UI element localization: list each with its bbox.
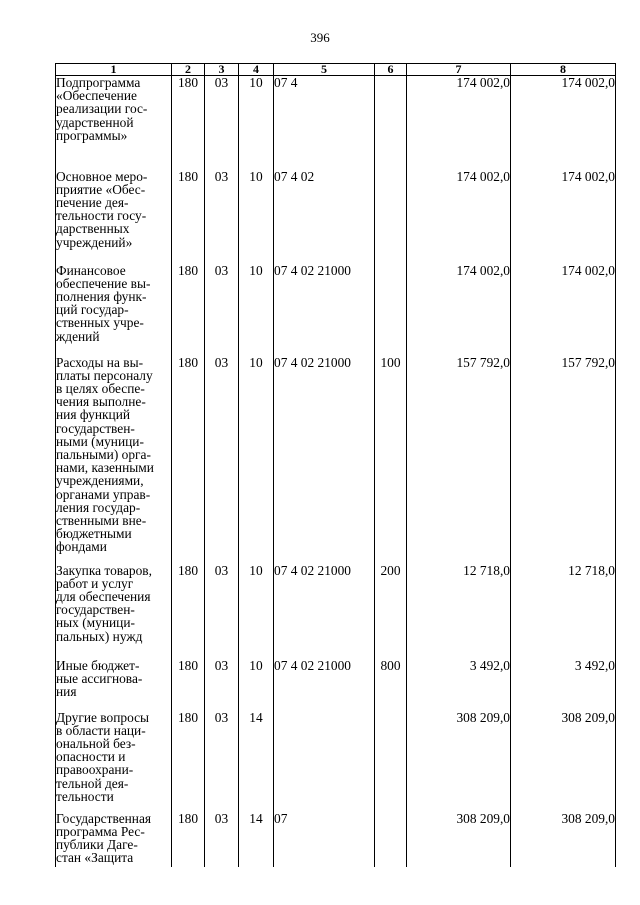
item-name-line: чения выполне-	[56, 394, 146, 410]
expense-type-cell	[375, 812, 407, 867]
budget-table	[55, 63, 616, 867]
ministry-code-cell: 180	[172, 564, 205, 659]
section-code-cell: 03	[205, 170, 239, 264]
column-header-1: 1	[56, 64, 172, 76]
item-name-line: бюджетными	[56, 526, 132, 542]
table-row	[56, 659, 616, 711]
item-name-line: ственных учре-	[56, 315, 144, 331]
ministry-code-cell: 180	[172, 356, 205, 564]
item-name-line: публики Даге-	[56, 836, 138, 852]
subsection-code-cell: 14	[239, 711, 274, 812]
item-name-line: для обеспечения	[56, 588, 151, 604]
item-name-line: работ и услуг	[56, 575, 134, 591]
section-code-cell: 03	[205, 711, 239, 812]
item-name-cell	[56, 170, 172, 264]
item-name-line: Основное меро-	[56, 168, 148, 184]
item-name-line: опасности и	[56, 749, 126, 765]
target-article-cell	[274, 711, 375, 812]
subsection-code-cell: 10	[239, 264, 274, 356]
item-name-cell	[56, 264, 172, 356]
table-row	[56, 564, 616, 659]
item-name-line: учреждениями,	[56, 473, 144, 489]
item-name-line: реализации гос-	[56, 101, 148, 117]
item-name-line: Другие вопросы	[56, 709, 150, 725]
item-name-line: государствен-	[56, 602, 135, 618]
item-name-line: программы»	[56, 127, 128, 143]
item-name-line: ления государ-	[56, 499, 141, 515]
item-name-line: приятие «Обес-	[56, 181, 146, 197]
item-name-line: ные ассигнова-	[56, 670, 143, 686]
item-name-line: ственными вне-	[56, 512, 147, 528]
item-name-line: Иные бюджет-	[56, 657, 140, 673]
subsection-code-cell: 10	[239, 564, 274, 659]
ministry-code-cell: 180	[172, 659, 205, 711]
ministry-code-cell: 180	[172, 170, 205, 264]
item-name-line: программа Рес-	[56, 823, 145, 839]
target-article-cell: 07 4 02	[274, 170, 375, 264]
item-name-cell	[56, 711, 172, 812]
item-name-line: Государственная	[56, 810, 152, 826]
target-article-cell: 07	[274, 812, 375, 867]
item-name-line: пальных) нужд	[56, 628, 143, 644]
target-article-cell: 07 4 02 21000	[274, 659, 375, 711]
column-header-2: 2	[172, 64, 205, 76]
item-name-cell	[56, 76, 172, 170]
section-code-cell: 03	[205, 812, 239, 867]
item-name-line: ональной без-	[56, 735, 136, 751]
item-name-line: стан «Защита	[56, 850, 134, 866]
item-name-line: тельной дея-	[56, 775, 129, 791]
section-code-cell: 03	[205, 76, 239, 170]
column-header-7: 7	[407, 64, 511, 76]
item-name-line: органами управ-	[56, 486, 151, 502]
amount-cell: 12 718,0	[407, 564, 511, 659]
item-name-line: дарственных	[56, 221, 130, 237]
expense-type-cell	[375, 711, 407, 812]
expense-type-cell	[375, 76, 407, 170]
item-name-line: в целях обеспе-	[56, 380, 145, 396]
target-article-cell: 07 4 02 21000	[274, 356, 375, 564]
amount-cell: 174 002,0	[511, 264, 616, 356]
item-name-line: «Обеспечение	[56, 88, 137, 104]
amount-cell: 3 492,0	[511, 659, 616, 711]
item-name-line: ния	[56, 683, 77, 699]
item-name-line: пальными) орга-	[56, 446, 151, 462]
target-article-cell: 07 4 02 21000	[274, 564, 375, 659]
item-name-line: фондами	[56, 539, 107, 555]
amount-cell: 308 209,0	[511, 711, 616, 812]
column-header-6: 6	[375, 64, 407, 76]
table-header-row	[56, 64, 616, 76]
item-name-line: тельности	[56, 788, 114, 804]
table-row	[56, 264, 616, 356]
item-name-line: печение дея-	[56, 194, 129, 210]
ministry-code-cell: 180	[172, 76, 205, 170]
item-name-line: ными (муници-	[56, 433, 144, 449]
item-name-line: Финансовое	[56, 262, 126, 278]
amount-cell: 174 002,0	[511, 170, 616, 264]
item-name-cell	[56, 356, 172, 564]
column-header-8: 8	[511, 64, 616, 76]
item-name-line: полнения функ-	[56, 288, 147, 304]
ministry-code-cell: 180	[172, 264, 205, 356]
expense-type-cell	[375, 170, 407, 264]
subsection-code-cell: 10	[239, 76, 274, 170]
amount-cell: 157 792,0	[511, 356, 616, 564]
expense-type-cell: 800	[375, 659, 407, 711]
subsection-code-cell: 10	[239, 659, 274, 711]
item-name-line: в области наци-	[56, 722, 146, 738]
table-row	[56, 812, 616, 867]
section-code-cell: 03	[205, 564, 239, 659]
amount-cell: 174 002,0	[407, 264, 511, 356]
table-row	[56, 170, 616, 264]
amount-cell: 174 002,0	[407, 170, 511, 264]
amount-cell: 12 718,0	[511, 564, 616, 659]
table-row	[56, 356, 616, 564]
page-number: 396	[310, 30, 330, 45]
subsection-code-cell: 14	[239, 812, 274, 867]
target-article-cell: 07 4	[274, 76, 375, 170]
table-row	[56, 76, 616, 170]
amount-cell: 174 002,0	[407, 76, 511, 170]
ministry-code-cell: 180	[172, 812, 205, 867]
item-name-line: Подпрограмма	[56, 75, 141, 90]
expense-type-cell: 200	[375, 564, 407, 659]
column-header-5: 5	[274, 64, 375, 76]
ministry-code-cell: 180	[172, 711, 205, 812]
item-name-line: ждений	[56, 328, 100, 344]
amount-cell: 308 209,0	[407, 711, 511, 812]
section-code-cell: 03	[205, 356, 239, 564]
item-name-line: правоохрани-	[56, 762, 134, 778]
subsection-code-cell: 10	[239, 356, 274, 564]
column-header-4: 4	[239, 64, 274, 76]
amount-cell: 308 209,0	[407, 812, 511, 867]
amount-cell: 174 002,0	[511, 76, 616, 170]
item-name-cell	[56, 564, 172, 659]
item-name-line: Расходы на вы-	[56, 354, 144, 370]
expense-type-cell	[375, 264, 407, 356]
table-row	[56, 711, 616, 812]
item-name-line: Закупка товаров,	[56, 562, 152, 578]
item-name-line: тельности госу-	[56, 208, 147, 224]
target-article-cell: 07 4 02 21000	[274, 264, 375, 356]
section-code-cell: 03	[205, 264, 239, 356]
item-name-line: ций государ-	[56, 302, 129, 318]
item-name-cell	[56, 812, 172, 867]
amount-cell: 3 492,0	[407, 659, 511, 711]
item-name-line: государствен-	[56, 420, 135, 436]
section-code-cell: 03	[205, 659, 239, 711]
item-name-line: нами, казенными	[56, 460, 154, 476]
item-name-line: платы персоналу	[56, 367, 153, 383]
amount-cell: 308 209,0	[511, 812, 616, 867]
amount-cell: 157 792,0	[407, 356, 511, 564]
item-name-cell	[56, 659, 172, 711]
item-name-line: ударственной	[56, 114, 134, 130]
item-name-line: учреждений»	[56, 234, 133, 250]
expense-type-cell: 100	[375, 356, 407, 564]
item-name-line: ных (муници-	[56, 615, 135, 631]
item-name-line: обеспечение вы-	[56, 275, 151, 291]
item-name-line: ния функций	[56, 407, 131, 423]
subsection-code-cell: 10	[239, 170, 274, 264]
column-header-3: 3	[205, 64, 239, 76]
